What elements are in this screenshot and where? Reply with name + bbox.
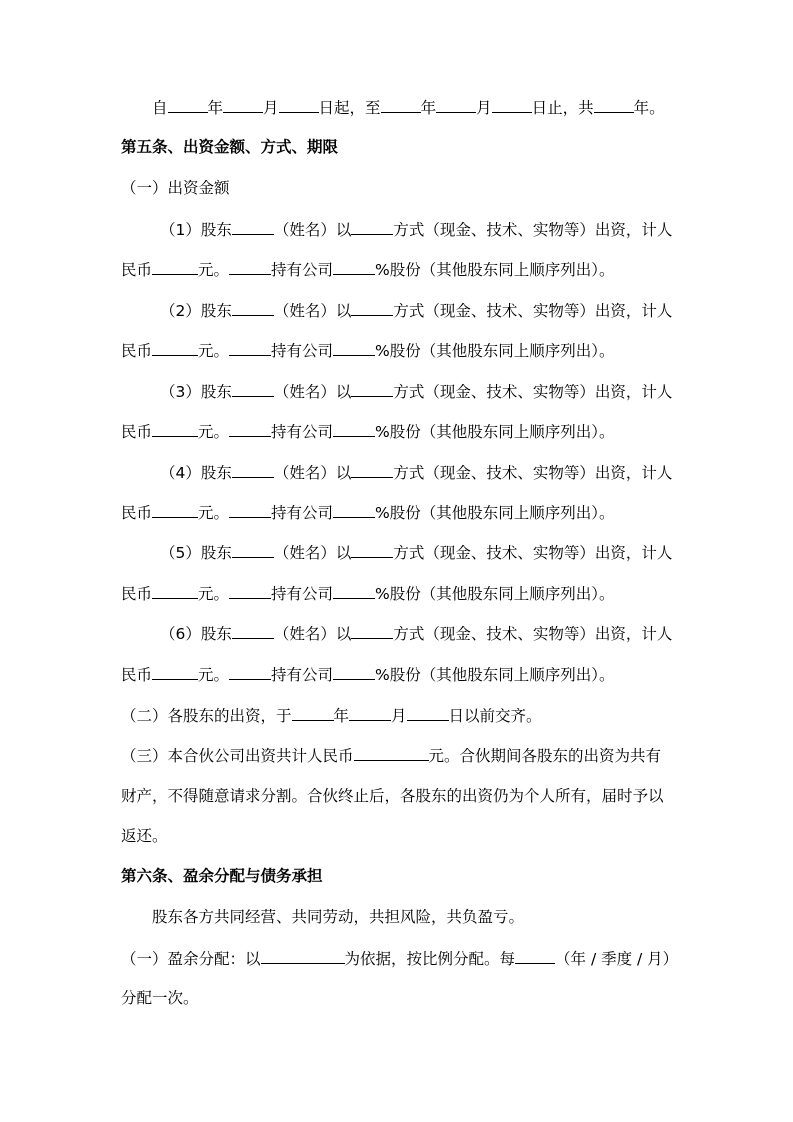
shareholder-1-line1: （1）股东 （姓名）以 方式（现金、技术、实物等）出资，计人: [160, 221, 673, 239]
blank-holder[interactable]: [229, 340, 271, 356]
blank-holder[interactable]: [229, 421, 271, 437]
article-6-intro: 股东各方共同经营、共同劳动，共担风险，共负盈亏。: [152, 908, 525, 926]
article-6-sub1-line2: 分配一次。: [121, 989, 199, 1007]
blank-end-month[interactable]: [436, 97, 476, 113]
blank-deadline-month[interactable]: [349, 705, 391, 721]
shareholder-4-line1: （4）股东 （姓名）以 方式（现金、技术、实物等）出资，计人: [160, 464, 673, 482]
blank-shareholder-name[interactable]: [232, 381, 274, 397]
blank-percentage[interactable]: [333, 340, 375, 356]
article-6-sub1-line1: （一）盈余分配：以 为依据，按比例分配。每 （年 / 季度 / 月）: [121, 950, 679, 968]
blank-shareholder-name[interactable]: [232, 300, 274, 316]
blank-distribution-basis[interactable]: [261, 948, 345, 964]
blank-amount[interactable]: [152, 421, 198, 437]
blank-shareholder-name[interactable]: [232, 462, 274, 478]
shareholder-6-line1: （6）股东 （姓名）以 方式（现金、技术、实物等）出资，计人: [160, 625, 673, 643]
blank-start-month[interactable]: [223, 97, 263, 113]
blank-end-year[interactable]: [381, 97, 421, 113]
blank-percentage[interactable]: [333, 583, 375, 599]
shareholder-3-line1: （3）股东 （姓名）以 方式（现金、技术、实物等）出资，计人: [160, 383, 673, 401]
article-5-sub3-line3: 返还。: [121, 827, 168, 845]
shareholder-5-line1: （5）股东 （姓名）以 方式（现金、技术、实物等）出资，计人: [160, 544, 673, 562]
blank-percentage[interactable]: [333, 421, 375, 437]
blank-shareholder-name[interactable]: [232, 219, 274, 235]
shareholder-4-line2: 民币 元。 持有公司 %股份（其他股东同上顺序列出）。: [121, 504, 615, 522]
blank-holder[interactable]: [229, 664, 271, 680]
blank-amount[interactable]: [152, 664, 198, 680]
article-6-title: 第六条、盈余分配与债务承担: [121, 867, 323, 885]
blank-amount[interactable]: [152, 340, 198, 356]
article-5-sub3-line1: （三）本合伙公司出资共计人民币 元。合伙期间各股东的出资为共有: [121, 747, 662, 765]
blank-contribution-method[interactable]: [351, 219, 393, 235]
blank-total-capital[interactable]: [354, 745, 429, 761]
article-5-title: 第五条、出资金额、方式、期限: [121, 138, 339, 156]
blank-percentage[interactable]: [333, 664, 375, 680]
blank-amount[interactable]: [152, 259, 198, 275]
blank-contribution-method[interactable]: [351, 300, 393, 316]
blank-holder[interactable]: [229, 583, 271, 599]
article-5-sub1-heading: （一）出资金额: [121, 179, 230, 197]
blank-shareholder-name[interactable]: [232, 542, 274, 558]
blank-holder[interactable]: [229, 502, 271, 518]
article-5-sub3-line2: 财产，不得随意请求分割。合伙终止后，各股东的出资仍为个人所有，届时予以: [121, 787, 664, 805]
blank-end-day[interactable]: [492, 97, 532, 113]
shareholder-2-line2: 民币 元。 持有公司 %股份（其他股东同上顺序列出）。: [121, 342, 615, 360]
term-clause: 自 年 月 日起，至 年 月 日止，共 年。: [152, 99, 665, 117]
blank-distribution-period[interactable]: [515, 948, 555, 964]
blank-start-year[interactable]: [168, 97, 208, 113]
blank-holder[interactable]: [229, 259, 271, 275]
blank-deadline-year[interactable]: [292, 705, 334, 721]
shareholder-3-line2: 民币 元。 持有公司 %股份（其他股东同上顺序列出）。: [121, 423, 615, 441]
shareholder-5-line2: 民币 元。 持有公司 %股份（其他股东同上顺序列出）。: [121, 585, 615, 603]
blank-contribution-method[interactable]: [351, 381, 393, 397]
blank-amount[interactable]: [152, 583, 198, 599]
shareholder-2-line1: （2）股东 （姓名）以 方式（现金、技术、实物等）出资，计人: [160, 302, 673, 320]
blank-start-day[interactable]: [279, 97, 319, 113]
blank-percentage[interactable]: [333, 502, 375, 518]
article-5-sub2: （二）各股东的出资，于 年 月 日以前交齐。: [121, 707, 542, 725]
blank-contribution-method[interactable]: [351, 623, 393, 639]
blank-shareholder-name[interactable]: [232, 623, 274, 639]
blank-deadline-day[interactable]: [407, 705, 449, 721]
blank-contribution-method[interactable]: [351, 462, 393, 478]
blank-percentage[interactable]: [333, 259, 375, 275]
shareholder-1-line2: 民币 元。 持有公司 %股份（其他股东同上顺序列出）。: [121, 261, 615, 279]
blank-contribution-method[interactable]: [351, 542, 393, 558]
shareholder-6-line2: 民币 元。 持有公司 %股份（其他股东同上顺序列出）。: [121, 666, 615, 684]
blank-total-years[interactable]: [594, 97, 634, 113]
blank-amount[interactable]: [152, 502, 198, 518]
